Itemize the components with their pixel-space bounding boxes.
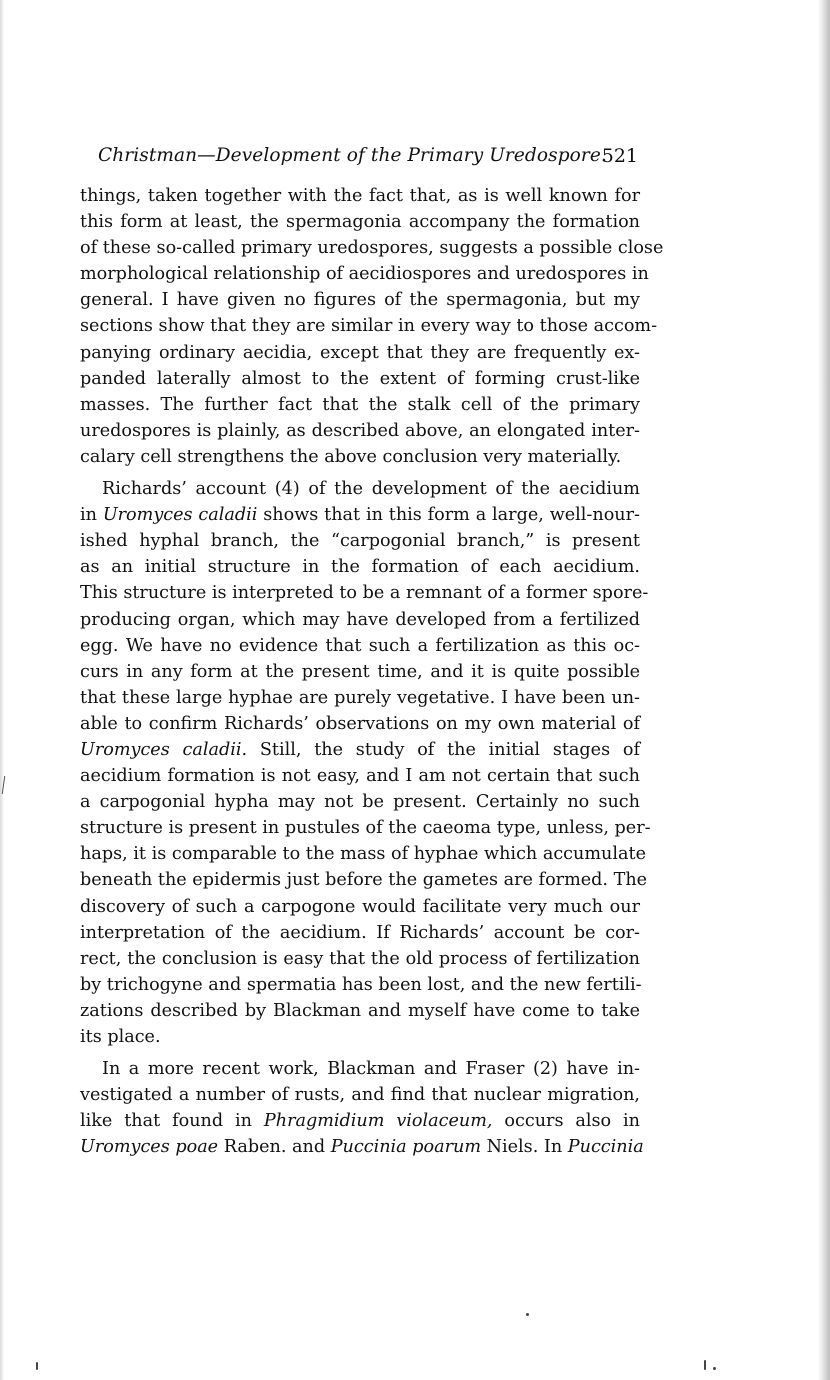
text-line: this form at least, the spermagonia accompany the formation [80,212,640,233]
text-line: zations described by Blackman and myself have come to take [80,1000,640,1021]
italic-term: Uromyces caladii [102,505,258,526]
text-line: in Uromyces caladii shows that in this form a large, well-nour- [80,505,640,526]
scan-speck [704,1360,706,1370]
italic-term: Uromyces poae [80,1137,219,1158]
text-line: producing organ, which may have developed from a fertilized [80,609,640,630]
text-line: ished hyphal branch, the “carpogonial branch,” is present [80,531,640,552]
text-line: as an initial structure in the formation of each aecidium. [80,557,640,578]
text-line: able to confirm Richards’ observations on my own material of [80,713,640,734]
margin-mark [2,776,10,794]
scan-edge-left [0,0,4,1380]
text-line: of these so-called primary uredospores, suggests a possible close [80,238,664,259]
text-line: a carpogonial hypha may not be present. Certainly no such [80,792,640,813]
text-line: general. I have given no figures of the spermagonia, but my [80,290,640,311]
text-line: panying ordinary aecidia, except that they are frequently ex- [80,342,640,363]
text-line: beneath the epidermis just before the gametes are formed. The [80,870,648,891]
text-line: like that found in Phragmidium violaceum, occurs also in [80,1111,640,1132]
text-line: that these large hyphae are purely vegetative. I have been un- [80,687,640,708]
text-line: things, taken together with the fact that, as is well known for [80,186,640,206]
body-text [80,183,664,1160]
text-line: Uromyces caladii. Still, the study of the initial stages of [80,739,640,760]
text-line: structure is present in pustules of the caeoma type, unless, per- [80,818,651,839]
scan-speck [36,1362,38,1370]
italic-term: Phragmidium violaceum, [263,1111,493,1132]
text-line: rect, the conclusion is easy that the old process of fertilization [80,948,640,969]
scan-speck [526,1313,529,1316]
text-line: by trichogyne and spermatia has been lost, and the new fertili- [80,974,642,995]
text-line: curs in any form at the present time, and it is quite possible [80,661,640,682]
text-line: discovery of such a carpogone would facilitate very much our [80,896,640,917]
text-line: uredospores is plainly, as described above, an elongated inter- [80,420,640,441]
text-line: morphological relationship of aecidiospores and uredospores in [80,264,649,285]
text-line: interpretation of the aecidium. If Richards’ account be cor- [80,922,640,943]
text-line: masses. The further fact that the stalk cell of the primary [80,394,640,415]
text-line: panded laterally almost to the extent of forming crust-like [80,368,640,389]
text-line: In a more recent work, Blackman and Fraser (2) have in- [102,1059,640,1080]
text-line: Richards’ account (4) of the development of the aecidium [102,479,640,500]
running-head-title: Christman—Development of the Primary Uredospore. [98,145,607,166]
italic-term: Puccinia poarum [330,1137,482,1158]
italic-term: Puccinia [567,1137,644,1158]
text-line: This structure is interpreted to be a remnant of a former spore- [80,583,649,604]
text-line: vestigated a number of rusts, and find that nuclear migration, [80,1085,640,1106]
text-line: Uromyces poae Raben. and Puccinia poarum Niels. In Puccinia [80,1137,644,1158]
italic-term: Uromyces caladii. [80,739,248,760]
text-line: sections show that they are similar in every way to those accom- [80,316,658,337]
text-line: aecidium formation is not easy, and I am not certain that such [80,766,640,787]
running-head [98,141,642,171]
text-line: its place. [80,1027,161,1047]
text-line: calary cell strengthens the above conclusion very materially. [80,446,622,467]
text-line: haps, it is comparable to the mass of hyphae which accumulate [80,844,646,865]
scan-speck [713,1367,716,1370]
page-number: 521 [601,145,638,167]
text-line: egg. We have no evidence that such a fertilization as this oc- [80,635,640,656]
scan-edge-right [818,0,830,1380]
